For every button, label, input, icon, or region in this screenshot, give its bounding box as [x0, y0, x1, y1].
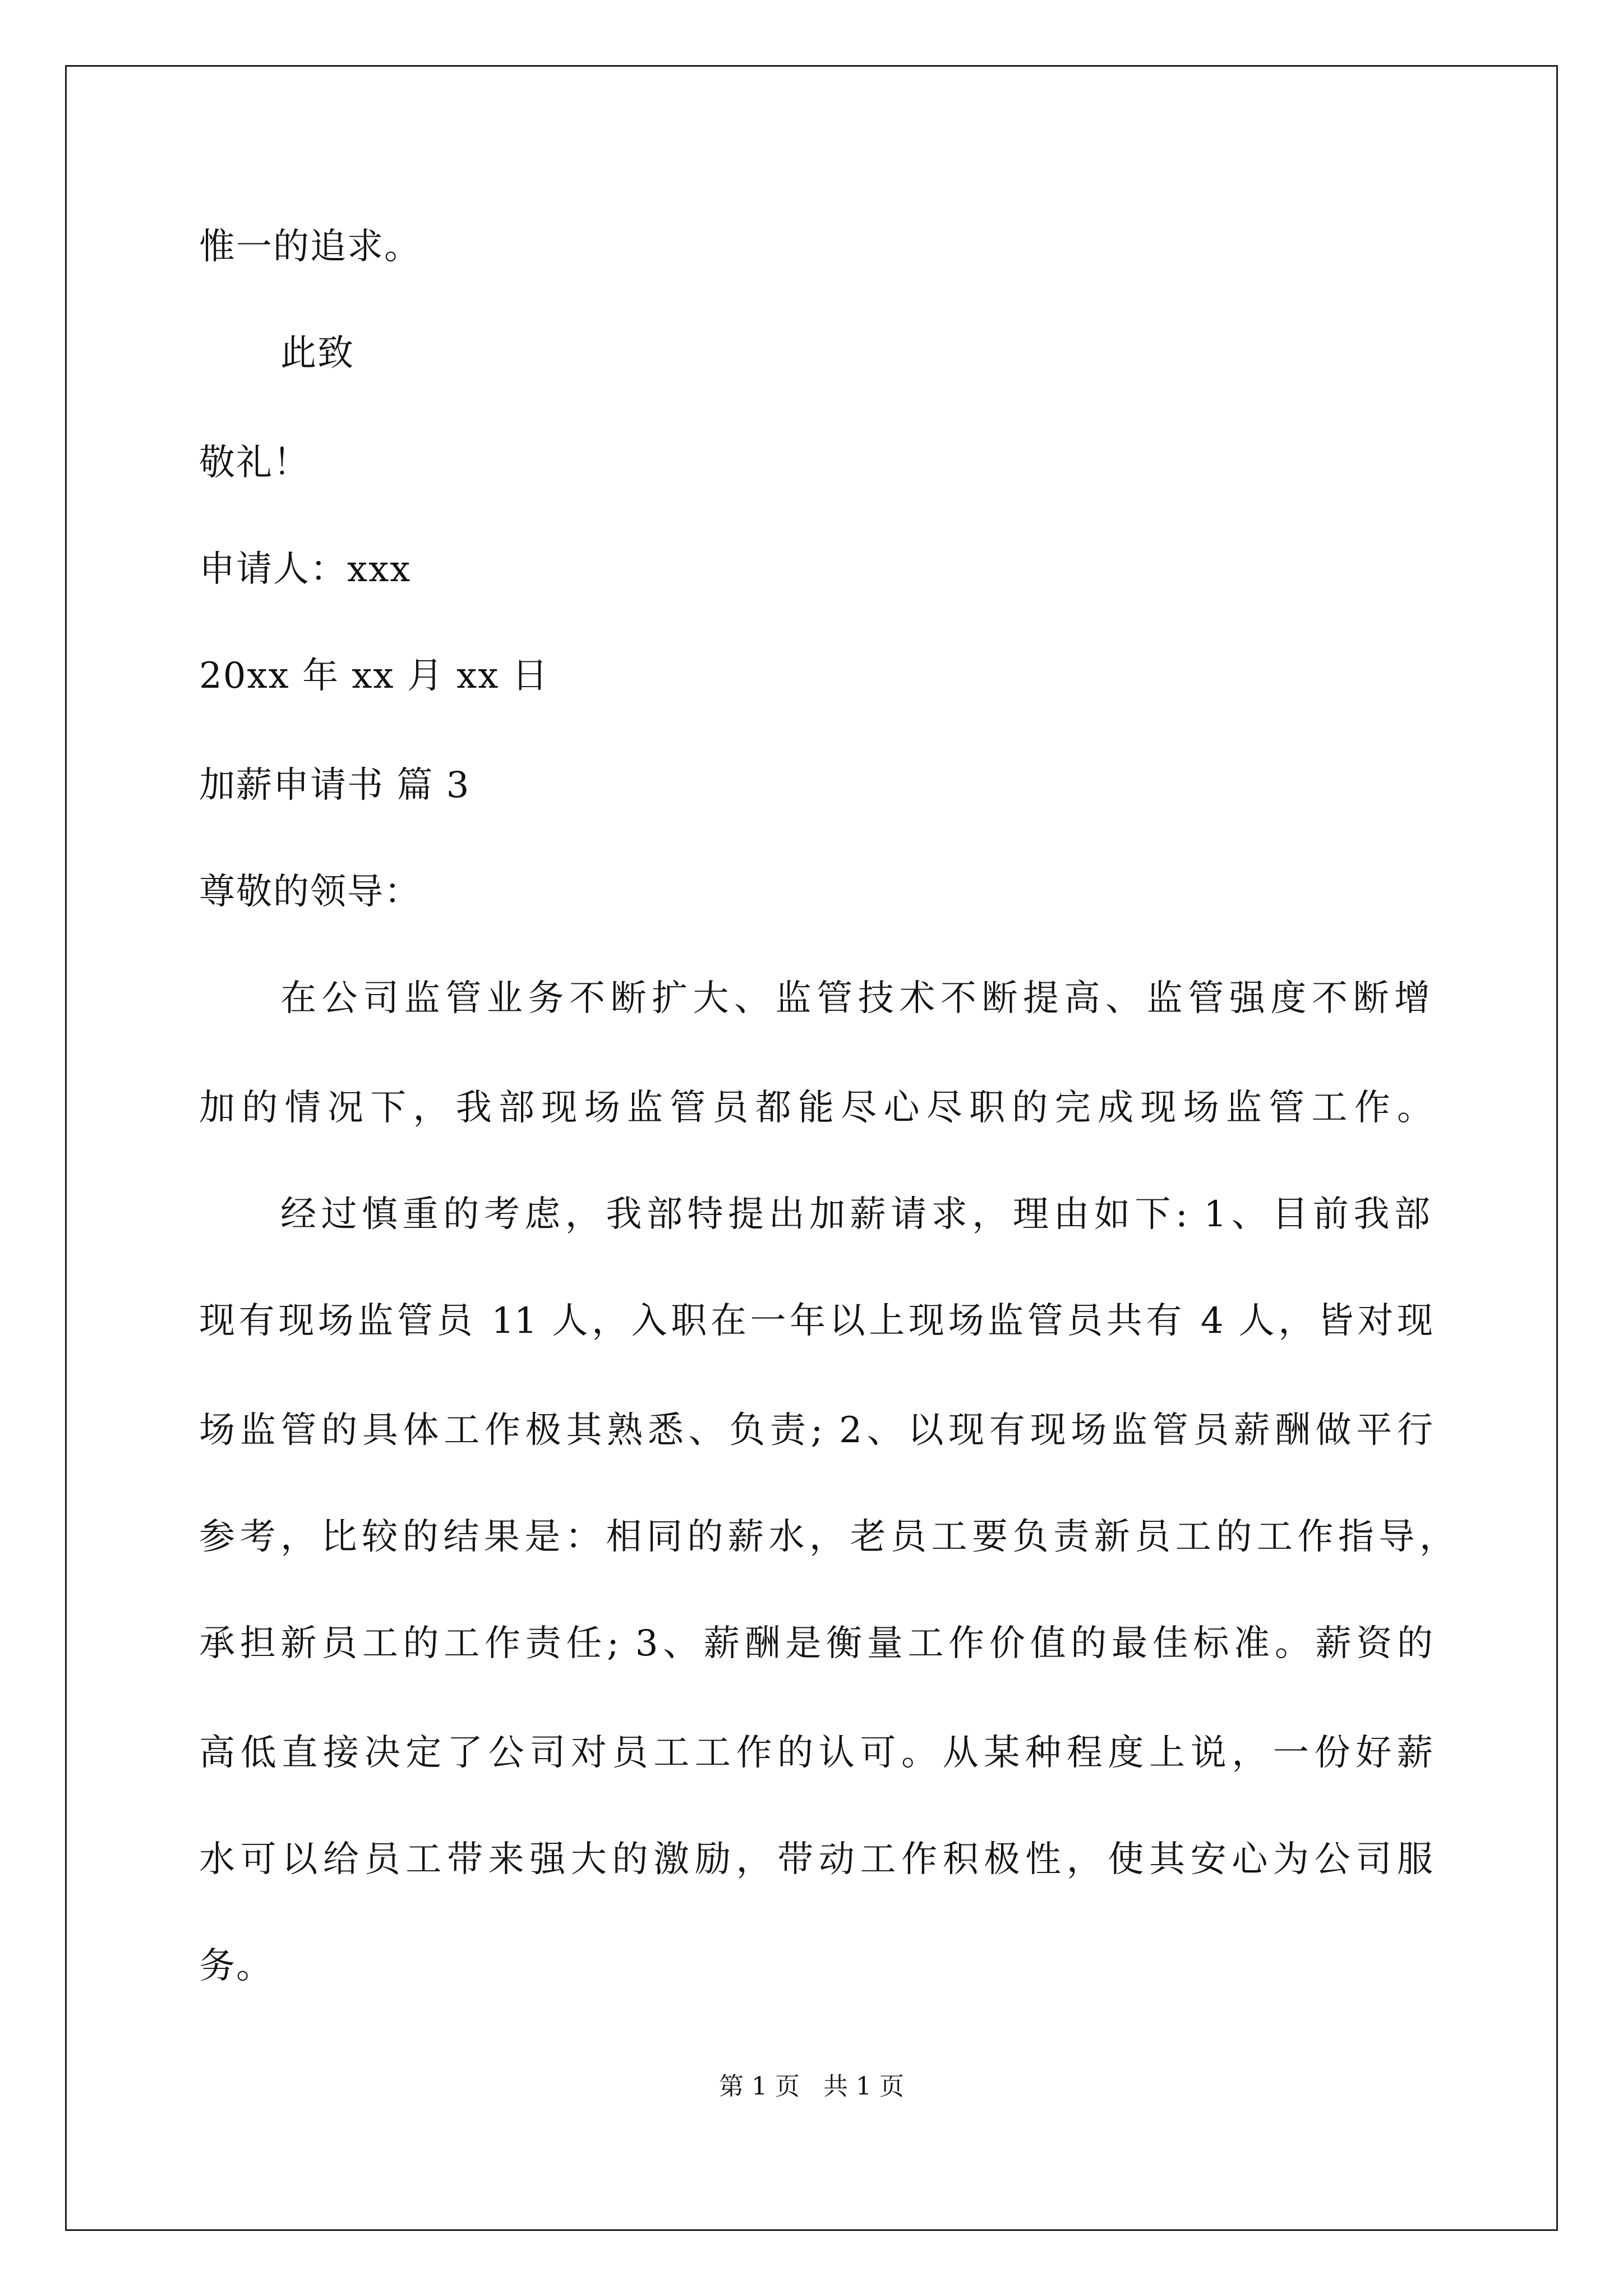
- text-line: 惟一的追求。: [199, 226, 421, 268]
- closing-regards: 敬礼！: [199, 442, 310, 484]
- paragraph-line: 场监管的具体工作极其熟悉、负责; 2、以现有现场监管员薪酬做平行: [199, 1410, 1433, 1451]
- paragraph-line: 参考，比较的结果是：相同的薪水，老员工要负责新员工的工作指导，: [199, 1516, 1455, 1558]
- page-border: [65, 65, 1558, 2231]
- paragraph-line: 现有现场监管员 11 人，入职在一年以上现场监管员共有 4 人，皆对现: [199, 1300, 1433, 1342]
- paragraph-line: 加的情况下，我部现场监管员都能尽心尽职的完成现场监管工作。: [199, 1087, 1433, 1129]
- date-line: 20xx 年 xx 月 xx 日: [199, 655, 549, 697]
- greeting: 尊敬的领导：: [199, 871, 421, 913]
- page-footer: 第 1 页 共 1 页: [719, 2072, 904, 2101]
- paragraph-line: 务。: [199, 1945, 273, 1987]
- section-title: 加薪申请书 篇 3: [199, 765, 471, 806]
- paragraph-line: 在公司监管业务不断扩大、监管技术不断提高、监管强度不断增: [280, 978, 1430, 1019]
- closing-salutation: 此致: [280, 333, 354, 374]
- paragraph-line: 高低直接决定了公司对员工工作的认可。从某种程度上说，一份好薪: [199, 1732, 1433, 1774]
- applicant-line: 申请人：xxx: [199, 549, 412, 590]
- paragraph-line: 经过慎重的考虑，我部特提出加薪请求，理由如下: 1、目前我部: [280, 1194, 1430, 1235]
- paragraph-line: 承担新员工的工作责任; 3、薪酬是衡量工作价值的最佳标准。薪资的: [199, 1623, 1433, 1664]
- paragraph-line: 水可以给员工带来强大的激励，带动工作积极性，使其安心为公司服: [199, 1839, 1433, 1880]
